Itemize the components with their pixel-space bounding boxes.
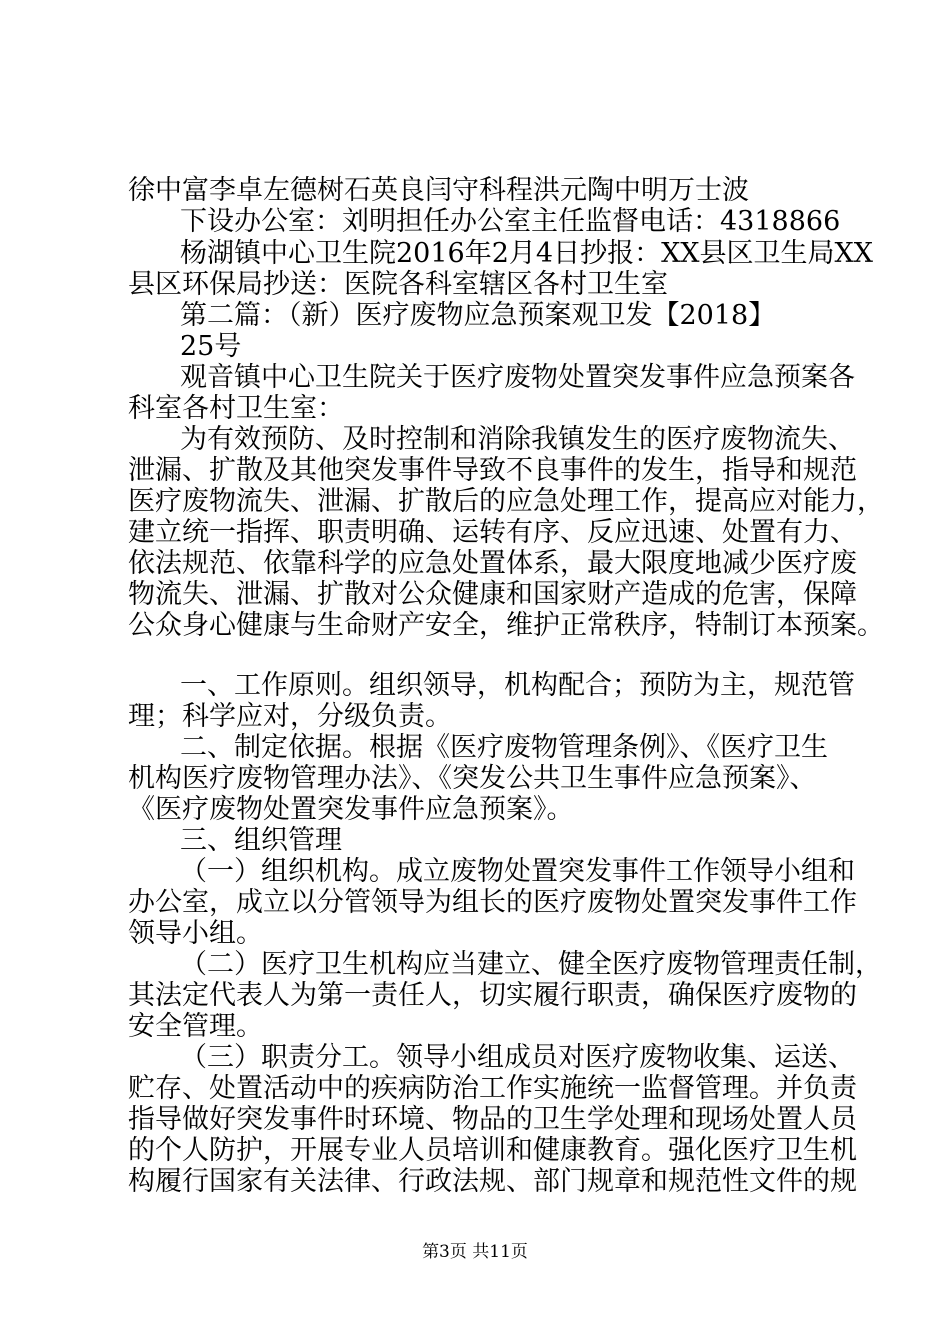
text-line: 科室各村卫生室：: [128, 393, 344, 424]
text-line: 县区环保局抄送：医院各科室辖区各村卫生室: [128, 269, 668, 300]
text-line: 指导做好突发事件时环境、物品的卫生学处理和现场处置人员: [128, 1104, 857, 1135]
text-line: 物流失、泄漏、扩散对公众健康和国家财产造成的危害，保障: [128, 579, 857, 610]
text-line: 徐中富李卓左德树石英良闫守科程洪元陶中明万士波: [128, 175, 749, 206]
text-line: 依法规范、依靠科学的应急处置体系，最大限度地减少医疗废: [128, 548, 857, 579]
text-line: （二）医疗卫生机构应当建立、健全医疗废物管理责任制，: [180, 949, 882, 980]
text-line: 下设办公室：刘明担任办公室主任监督电话：4318866: [180, 206, 841, 237]
text-line: 25号: [180, 331, 242, 362]
text-line: 第二篇：（新）医疗废物应急预案观卫发【2018】: [180, 300, 776, 331]
text-line: 二、制定依据。根据《医疗废物管理条例》、《医疗卫生: [180, 732, 828, 763]
text-line: 为有效预防、及时控制和消除我镇发生的医疗废物流失、: [180, 424, 855, 455]
text-line: 建立统一指挥、职责明确、运转有序、反应迅速、处置有力、: [128, 517, 857, 548]
text-line: （三）职责分工。领导小组成员对医疗废物收集、运送、: [180, 1042, 855, 1073]
text-line: 贮存、处置活动中的疾病防治工作实施统一监督管理。并负责: [128, 1073, 857, 1104]
text-line: 机构医疗废物管理办法》、《突发公共卫生事件应急预案》、: [128, 763, 817, 794]
text-line: 一、工作原则。组织领导，机构配合；预防为主，规范管: [180, 670, 855, 701]
text-line: 其法定代表人为第一责任人，切实履行职责，确保医疗废物的: [128, 980, 857, 1011]
text-line: 办公室，成立以分管领导为组长的医疗废物处置突发事件工作: [128, 887, 857, 918]
text-line: 《医疗废物处置突发事件应急预案》。: [128, 794, 574, 825]
text-line: 领导小组。: [128, 918, 263, 949]
text-line: 医疗废物流失、泄漏、扩散后的应急处理工作，提高应对能力，: [128, 486, 884, 517]
text-line: 安全管理。: [128, 1011, 263, 1042]
text-line: 构履行国家有关法律、行政法规、部门规章和规范性文件的规: [128, 1166, 857, 1197]
text-line: 观音镇中心卫生院关于医疗废物处置突发事件应急预案各: [180, 362, 855, 393]
page-footer: 第3页 共11页: [422, 1242, 528, 1262]
text-line: 三、组织管理: [180, 825, 342, 856]
text-line: 的个人防护，开展专业人员培训和健康教育。强化医疗卫生机: [128, 1135, 857, 1166]
text-line: 泄漏、扩散及其他突发事件导致不良事件的发生，指导和规范: [128, 455, 857, 486]
text-line: 杨湖镇中心卫生院2016年2月4日抄报：XX县区卫生局XX: [180, 238, 873, 269]
text-line: （一）组织机构。成立废物处置突发事件工作领导小组和: [180, 856, 855, 887]
text-line: 理；科学应对，分级负责。: [128, 701, 452, 732]
text-line: 公众身心健康与生命财产安全，维护正常秩序，特制订本预案。: [128, 610, 884, 641]
